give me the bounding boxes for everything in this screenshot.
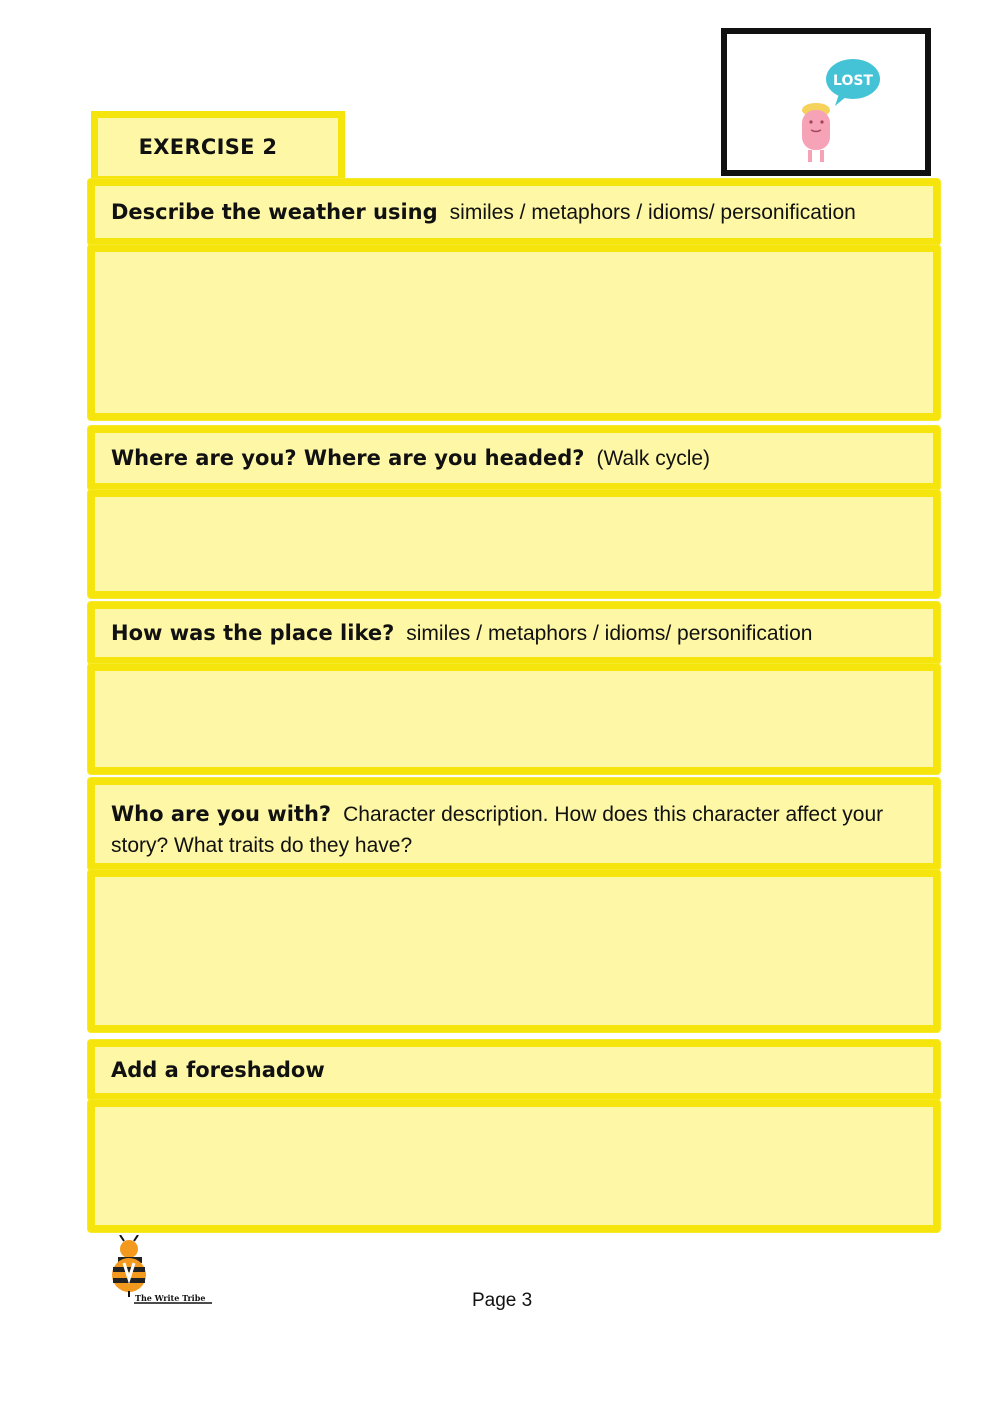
location-answer-box[interactable] [88, 490, 940, 598]
place-prompt-note: similes / metaphors / idioms/ personification [406, 621, 813, 645]
location-prompt-header [88, 426, 940, 490]
weather-prompt-note: similes / metaphors / idioms/ personification [449, 200, 856, 224]
companion-answer-box[interactable] [88, 870, 940, 1032]
place-prompt-title: How was the place like? [111, 620, 395, 645]
companion-prompt-header [88, 778, 940, 870]
weather-answer-box[interactable] [88, 245, 940, 420]
location-prompt-title: Where are you? Where are you headed? [111, 445, 585, 470]
weather-prompt-title: Describe the weather using [111, 199, 438, 224]
exercise-label: EXERCISE 2 [138, 135, 278, 159]
exercise-tab [91, 111, 345, 183]
write-tribe-logo [104, 1235, 224, 1313]
place-answer-box[interactable] [88, 664, 940, 774]
lost-sign-text: LOST [833, 73, 873, 89]
lost-illustration-frame [721, 28, 931, 176]
lost-character-icon [727, 34, 925, 170]
foreshadow-prompt-header [88, 1040, 940, 1100]
logo-text: The Write Tribe [135, 1293, 206, 1303]
place-prompt-header [88, 602, 940, 664]
bee-logo-icon [104, 1235, 224, 1313]
location-prompt-note: (Walk cycle) [596, 446, 711, 470]
page-number: Page 3 [472, 1290, 533, 1311]
foreshadow-prompt-title: Add a foreshadow [111, 1057, 325, 1082]
foreshadow-answer-box[interactable] [88, 1100, 940, 1232]
companion-prompt-note: Character description. How does this character affect your story? What traits do they have? [111, 803, 884, 857]
weather-prompt-header [88, 179, 940, 245]
companion-prompt-title: Who are you with? [111, 802, 332, 826]
